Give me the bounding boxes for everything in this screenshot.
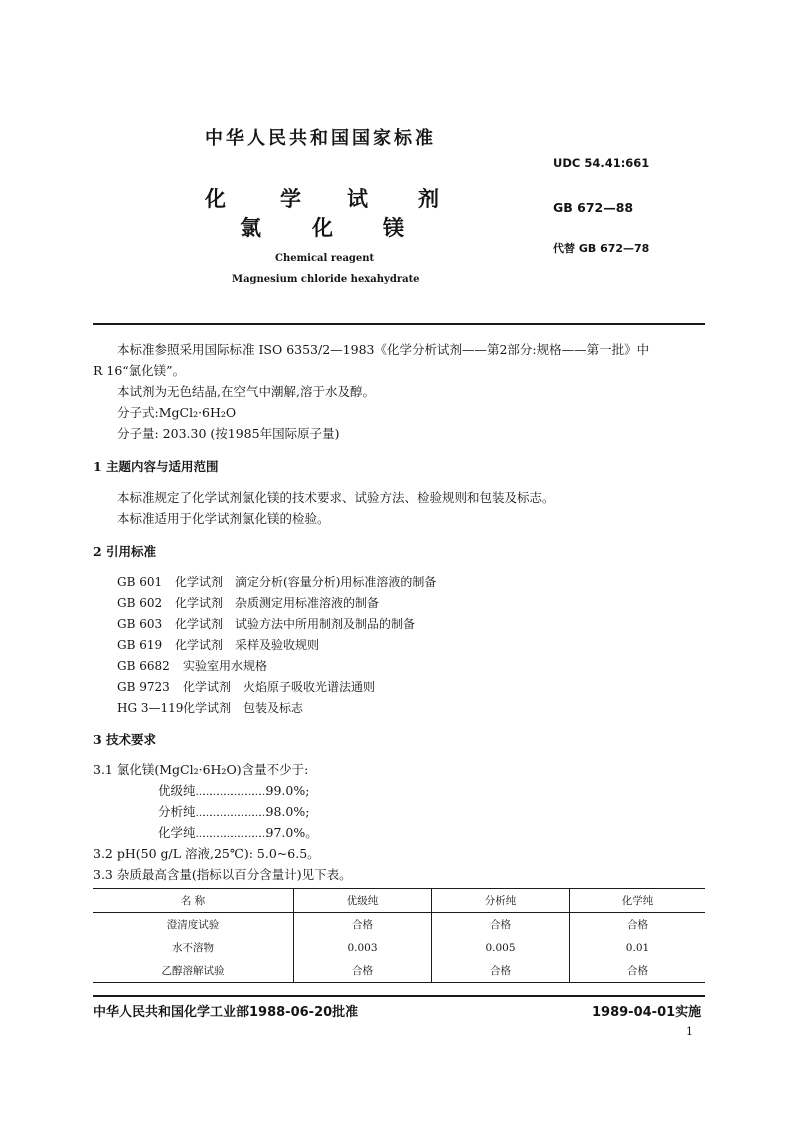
reference-description: 火焰原子吸收光谱法通则 bbox=[243, 680, 376, 694]
title-char: 镁 bbox=[383, 215, 404, 240]
impurity-table bbox=[93, 888, 705, 983]
table-cell-item: 水不溶物 bbox=[172, 942, 214, 954]
section-1-heading: 1 主题内容与适用范围 bbox=[93, 459, 219, 474]
title-char: 氯 bbox=[240, 215, 261, 240]
table-header-row bbox=[93, 889, 705, 913]
grade-item bbox=[158, 823, 318, 845]
reference-description: 采样及验收规则 bbox=[235, 638, 320, 652]
reference-item bbox=[117, 636, 319, 653]
reference-description: 包装及标志 bbox=[243, 701, 304, 715]
table-cell-value: 合格 bbox=[570, 913, 706, 937]
grade-dots: ………………………… bbox=[195, 787, 266, 798]
item-3-1: 3.1 氯化镁(MgCl₂·6H₂O)含量不少于: bbox=[93, 762, 309, 777]
gb-number: GB 672—88 bbox=[553, 200, 634, 215]
title-char: 剂 bbox=[418, 186, 439, 211]
table-row bbox=[93, 959, 705, 983]
reference-code: GB 6682 bbox=[117, 659, 170, 673]
udc-code: UDC 54.41:661 bbox=[553, 156, 650, 170]
table-cell-value: 合格 bbox=[294, 959, 432, 983]
reference-code: GB 601 bbox=[117, 575, 163, 589]
table-cell-item: 澄清度试验 bbox=[166, 919, 220, 931]
intro-line-2: R 16“氯化镁”。 bbox=[93, 363, 186, 378]
english-title-1: Chemical reagent bbox=[275, 253, 375, 264]
table-header-grade: 优级纯 bbox=[294, 889, 432, 913]
replaces-note: 代替 GB 672—78 bbox=[553, 242, 650, 255]
reference-code: GB 602 bbox=[117, 596, 163, 610]
section-1-line: 本标准规定了化学试剂氯化镁的技术要求、试验方法、检验规则和包装及标志。 bbox=[117, 490, 555, 505]
molecular-formula: 分子式:MgCl₂·6H₂O bbox=[117, 405, 237, 420]
reference-item bbox=[117, 699, 303, 716]
table-cell-value: 合格 bbox=[432, 913, 570, 937]
reference-code: GB 619 bbox=[117, 638, 163, 652]
reference-code: HG 3—119 bbox=[117, 701, 184, 715]
reference-category: 化学试剂 bbox=[175, 617, 224, 631]
grade-label: 优级纯 bbox=[158, 783, 196, 798]
reference-description: 杂质测定用标准溶液的制备 bbox=[235, 596, 380, 610]
reference-code: GB 603 bbox=[117, 617, 163, 631]
footer-divider bbox=[93, 995, 705, 997]
table-cell-value: 0.01 bbox=[570, 936, 706, 959]
grade-item bbox=[158, 802, 309, 824]
table-cell-value: 合格 bbox=[432, 959, 570, 983]
intro-description: 本试剂为无色结晶,在空气中潮解,溶于水及醇。 bbox=[117, 384, 375, 399]
grade-item bbox=[158, 781, 309, 803]
title-char: 学 bbox=[280, 186, 301, 211]
grade-label: 分析纯 bbox=[158, 804, 196, 819]
reference-category: 化学试剂 bbox=[175, 596, 224, 610]
reference-description: 试验方法中所用制剂及制品的制备 bbox=[235, 617, 416, 631]
approval-date: 中华人民共和国化学工业部1988-06-20批准 bbox=[93, 1005, 359, 1020]
reference-description: 滴定分析(容量分析)用标准溶液的制备 bbox=[235, 575, 437, 589]
grade-value: 98.0%; bbox=[265, 804, 310, 819]
page-number: 1 bbox=[686, 1025, 693, 1038]
grade-dots: ………………………… bbox=[195, 808, 266, 819]
reference-code: GB 9723 bbox=[117, 680, 170, 694]
table-cell-value: 0.005 bbox=[432, 936, 570, 959]
standard-title: 中华人民共和国国家标准 bbox=[205, 128, 436, 149]
reference-item bbox=[117, 594, 379, 611]
english-title-2: Magnesium chloride hexahydrate bbox=[232, 274, 420, 285]
grade-value: 99.0%; bbox=[265, 783, 310, 798]
table-cell-value: 合格 bbox=[294, 913, 432, 937]
section-1-line: 本标准适用于化学试剂氯化镁的检验。 bbox=[117, 511, 330, 526]
reference-item bbox=[117, 678, 375, 695]
table-row bbox=[93, 913, 705, 937]
reference-category: 化学试剂 bbox=[175, 638, 224, 652]
section-2-heading: 2 引用标准 bbox=[93, 544, 157, 559]
item-3-2: 3.2 pH(50 g/L 溶液,25℃): 5.0~6.5。 bbox=[93, 846, 320, 861]
reference-category: 化学试剂 bbox=[183, 701, 232, 715]
reference-category: 化学试剂 bbox=[183, 680, 232, 694]
table-header-grade: 分析纯 bbox=[432, 889, 570, 913]
reference-category: 实验室用水规格 bbox=[183, 659, 268, 673]
table-cell-item: 乙醇溶解试验 bbox=[161, 965, 225, 977]
table-row bbox=[93, 936, 705, 959]
title-char: 化 bbox=[312, 215, 333, 240]
reference-category: 化学试剂 bbox=[175, 575, 224, 589]
reference-item bbox=[117, 657, 279, 674]
grade-value: 97.0%。 bbox=[265, 825, 318, 840]
molecular-weight: 分子量: 203.30 (按1985年国际原子量) bbox=[117, 426, 340, 441]
table-cell-value: 合格 bbox=[570, 959, 706, 983]
title-char: 试 bbox=[347, 186, 368, 211]
reference-item bbox=[117, 615, 415, 632]
header-divider bbox=[93, 323, 705, 325]
table-cell-value: 0.003 bbox=[294, 936, 432, 959]
intro-line-1: 本标准参照采用国际标准 ISO 6353/2—1983《化学分析试剂——第2部分:规格——第一批》中 bbox=[117, 342, 650, 357]
grade-label: 化学纯 bbox=[158, 825, 196, 840]
reference-item bbox=[117, 573, 436, 590]
table-header-name: 名 称 bbox=[180, 895, 206, 907]
item-3-3: 3.3 杂质最高含量(指标以百分含量计)见下表。 bbox=[93, 867, 352, 882]
grade-dots: ………………………… bbox=[195, 829, 266, 840]
title-char: 化 bbox=[205, 186, 226, 211]
section-3-heading: 3 技术要求 bbox=[93, 732, 157, 747]
effective-date: 1989-04-01实施 bbox=[592, 1005, 702, 1020]
table-header-grade: 化学纯 bbox=[570, 889, 706, 913]
